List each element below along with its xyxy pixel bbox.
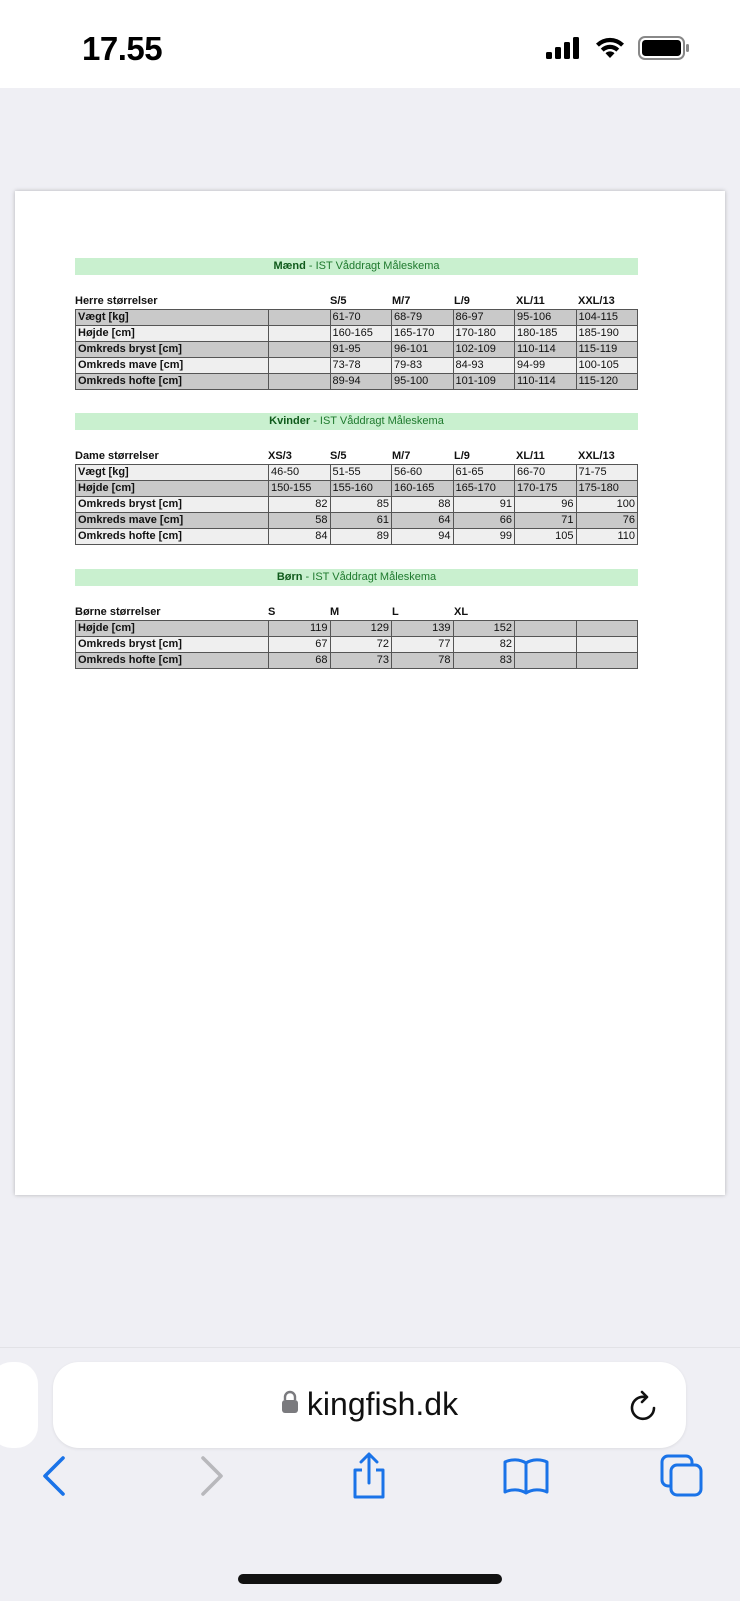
table-cell: 61: [330, 513, 392, 529]
men-size-section: [75, 258, 638, 390]
table-cell: 71-75: [576, 465, 638, 481]
size-header: S/5: [330, 295, 347, 307]
table-cell: 76: [576, 513, 638, 529]
row-label: Omkreds bryst [cm]: [76, 637, 269, 653]
table-cell: 180-185: [515, 326, 577, 342]
table-cell: 96: [515, 497, 577, 513]
table-cell: [576, 621, 638, 637]
women-size-section: [75, 413, 638, 545]
table-cell: 82: [453, 637, 515, 653]
size-title: Dame størrelser: [75, 450, 159, 462]
table-cell: 95-100: [392, 374, 454, 390]
table-cell: 170-175: [515, 481, 577, 497]
section-banner: [75, 413, 638, 430]
table-cell: 185-190: [576, 326, 638, 342]
table-cell: 152: [453, 621, 515, 637]
table-cell: 61-65: [453, 465, 515, 481]
size-header: L/9: [454, 450, 470, 462]
table-cell: 71: [515, 513, 577, 529]
table-cell: [269, 326, 331, 342]
previous-tab-pill[interactable]: [0, 1362, 38, 1448]
table-cell: 72: [330, 637, 392, 653]
size-header: XL: [454, 606, 469, 618]
status-icons: [546, 36, 690, 65]
table-cell: 66-70: [515, 465, 577, 481]
table-cell: 67: [269, 637, 331, 653]
table-row: [76, 310, 638, 326]
table-row: [76, 374, 638, 390]
tabs-button[interactable]: [652, 1448, 712, 1508]
browser-bottom-bar: [0, 1347, 740, 1601]
address-display: [53, 1386, 686, 1423]
table-cell: 73: [330, 653, 392, 669]
table-cell: 150-155: [269, 481, 331, 497]
table-cell: [576, 653, 638, 669]
table-cell: 115-119: [576, 342, 638, 358]
table-cell: 77: [392, 637, 454, 653]
size-header: [268, 293, 330, 309]
table-cell: 170-180: [453, 326, 515, 342]
row-label: Vægt [kg]: [76, 310, 269, 326]
size-header: L/9: [454, 295, 470, 307]
table-cell: 58: [269, 513, 331, 529]
table-cell: [269, 342, 331, 358]
bookmarks-button[interactable]: [496, 1448, 556, 1508]
table-row: [76, 465, 638, 481]
reload-icon[interactable]: [628, 1389, 660, 1428]
row-label: Vægt [kg]: [76, 465, 269, 481]
table-cell: 160-165: [330, 326, 392, 342]
table-cell: [269, 310, 331, 326]
size-header: S: [268, 606, 276, 618]
row-label: Omkreds mave [cm]: [76, 358, 269, 374]
table-cell: 110-114: [515, 342, 577, 358]
url-text: kingfish.dk: [306, 1386, 459, 1422]
status-bar: [0, 0, 740, 88]
table-cell: [269, 358, 331, 374]
table-cell: 129: [330, 621, 392, 637]
size-header: XL/11: [516, 450, 545, 462]
table-cell: 95-106: [515, 310, 577, 326]
table-cell: 96-101: [392, 342, 454, 358]
kids-size-section: [75, 569, 638, 669]
table-cell: 165-170: [392, 326, 454, 342]
table-cell: 104-115: [576, 310, 638, 326]
size-header: M/7: [392, 450, 411, 462]
table-cell: 68: [269, 653, 331, 669]
table-cell: 84-93: [453, 358, 515, 374]
home-indicator[interactable]: [238, 1574, 502, 1584]
table-row: [76, 653, 638, 669]
share-icon: [349, 1452, 389, 1505]
size-header: M: [330, 606, 340, 618]
size-header: XS/3: [268, 450, 292, 462]
size-header: XXL/13: [578, 295, 615, 307]
cellular-signal-icon: [546, 37, 582, 64]
table-cell: [269, 374, 331, 390]
table-cell: [576, 637, 638, 653]
row-label: Omkreds hofte [cm]: [76, 374, 269, 390]
men-size-table: [75, 309, 638, 390]
wifi-icon: [594, 36, 626, 65]
table-cell: 99: [453, 529, 515, 545]
table-cell: 110-114: [515, 374, 577, 390]
table-row: [76, 342, 638, 358]
table-cell: 46-50: [269, 465, 331, 481]
table-cell: 66: [453, 513, 515, 529]
table-cell: 94-99: [515, 358, 577, 374]
status-time: 17.55: [82, 30, 163, 67]
size-header-row: [75, 604, 638, 620]
table-cell: 100-105: [576, 358, 638, 374]
table-cell: 115-120: [576, 374, 638, 390]
battery-icon: [638, 36, 690, 65]
table-row: [76, 637, 638, 653]
table-row: [76, 481, 638, 497]
table-cell: 64: [392, 513, 454, 529]
table-cell: 105: [515, 529, 577, 545]
table-cell: 84: [269, 529, 331, 545]
back-button[interactable]: [24, 1448, 84, 1508]
size-header: [578, 604, 638, 620]
back-icon: [41, 1455, 67, 1502]
table-cell: 91-95: [330, 342, 392, 358]
table-cell: 51-55: [330, 465, 392, 481]
table-cell: 102-109: [453, 342, 515, 358]
table-cell: [515, 653, 577, 669]
table-cell: 79-83: [392, 358, 454, 374]
banner-bold-text: Mænd: [273, 260, 306, 272]
kids-size-table: [75, 620, 638, 669]
row-label: Højde [cm]: [76, 481, 269, 497]
table-row: [76, 513, 638, 529]
table-cell: 119: [269, 621, 331, 637]
table-cell: 85: [330, 497, 392, 513]
size-title: Børne størrelser: [75, 606, 161, 618]
address-bar[interactable]: [53, 1362, 686, 1448]
table-row: [76, 529, 638, 545]
table-cell: 86-97: [453, 310, 515, 326]
row-label: Omkreds hofte [cm]: [76, 653, 269, 669]
size-header-row: [75, 293, 638, 309]
table-cell: 68-79: [392, 310, 454, 326]
table-cell: 155-160: [330, 481, 392, 497]
table-cell: 89: [330, 529, 392, 545]
banner-text: - IST Våddragt Måleskema: [302, 571, 437, 583]
table-cell: 78: [392, 653, 454, 669]
table-cell: 100: [576, 497, 638, 513]
size-header: XXL/13: [578, 450, 615, 462]
table-cell: 175-180: [576, 481, 638, 497]
table-cell: 101-109: [453, 374, 515, 390]
banner-bold-text: Kvinder: [269, 415, 311, 427]
table-cell: 165-170: [453, 481, 515, 497]
forward-icon: [199, 1455, 225, 1502]
table-row: [76, 326, 638, 342]
table-cell: 88: [392, 497, 454, 513]
row-label: Omkreds bryst [cm]: [76, 342, 269, 358]
size-header: S/5: [330, 450, 347, 462]
table-row: [76, 497, 638, 513]
section-banner: [75, 258, 638, 275]
women-size-table: [75, 464, 638, 545]
table-cell: 160-165: [392, 481, 454, 497]
row-label: Højde [cm]: [76, 621, 269, 637]
table-cell: 56-60: [392, 465, 454, 481]
size-header: XL/11: [516, 295, 545, 307]
table-cell: [515, 621, 577, 637]
table-cell: [515, 637, 577, 653]
section-banner: [75, 569, 638, 586]
row-label: Omkreds mave [cm]: [76, 513, 269, 529]
size-header-row: [75, 448, 638, 464]
table-cell: 73-78: [330, 358, 392, 374]
row-label: Omkreds bryst [cm]: [76, 497, 269, 513]
table-cell: 110: [576, 529, 638, 545]
size-title: Herre størrelser: [75, 295, 158, 307]
forward-button[interactable]: [182, 1448, 242, 1508]
share-button[interactable]: [339, 1448, 399, 1508]
row-label: Omkreds hofte [cm]: [76, 529, 269, 545]
table-row: [76, 358, 638, 374]
size-header: M/7: [392, 295, 411, 307]
table-cell: 91: [453, 497, 515, 513]
table-cell: 139: [392, 621, 454, 637]
table-row: [76, 621, 638, 637]
banner-bold-text: Børn: [276, 571, 303, 583]
size-header: [516, 604, 578, 620]
document-page: [15, 191, 725, 1195]
size-header: L: [392, 606, 399, 618]
table-cell: 94: [392, 529, 454, 545]
table-cell: 83: [453, 653, 515, 669]
lock-icon: [281, 1385, 299, 1422]
table-cell: 89-94: [330, 374, 392, 390]
table-cell: 61-70: [330, 310, 392, 326]
bookmarks-icon: [502, 1456, 550, 1501]
tabs-icon: [660, 1454, 704, 1503]
banner-text: - IST Våddragt Måleskema: [310, 415, 444, 427]
banner-text: - IST Våddragt Måleskema: [305, 260, 440, 272]
table-cell: 82: [269, 497, 331, 513]
row-label: Højde [cm]: [76, 326, 269, 342]
